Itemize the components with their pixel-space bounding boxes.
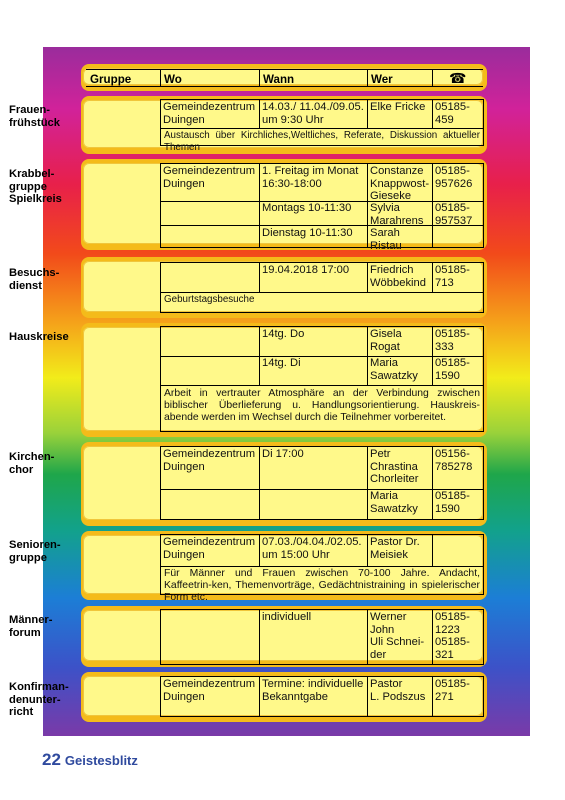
header-wann: Wann bbox=[263, 73, 295, 86]
cell-wer: Sylvia Marahrens bbox=[367, 201, 433, 226]
magazine-title: Geistesblitz bbox=[64, 753, 138, 768]
cell-tel: 05185- 1223 05185- 321 bbox=[432, 609, 484, 665]
cell-wer: Pastor Dr. Meisiek bbox=[367, 534, 433, 567]
group-name: Konfirman- denunter- richt bbox=[9, 681, 69, 719]
cell-tel bbox=[432, 534, 484, 567]
cell-wann bbox=[259, 489, 368, 520]
group-name: Krabbel- gruppe Spielkreis bbox=[9, 168, 62, 206]
group-name: Senioren- gruppe bbox=[9, 539, 61, 564]
cell-wer: Gisela Rogat bbox=[367, 326, 433, 357]
cell-wo bbox=[160, 226, 260, 248]
header-wer: Wer bbox=[371, 73, 393, 86]
cell-wo bbox=[160, 356, 260, 386]
cell-wer: Sarah Ristau bbox=[367, 226, 433, 248]
cell-wo: Gemeindezentrum Duingen bbox=[160, 446, 260, 490]
cell-wer: Maria Sawatzky bbox=[367, 489, 433, 520]
cell-tel: 05185- 1590 bbox=[432, 489, 484, 520]
cell-wann: individuell bbox=[259, 609, 368, 665]
page-number: 22 bbox=[42, 750, 61, 769]
cell-wo bbox=[160, 326, 260, 357]
header-gruppe: Gruppe bbox=[90, 73, 132, 86]
cell-wer: Maria Sawatzky bbox=[367, 356, 433, 386]
group-name: Frauen- frühstück bbox=[9, 104, 60, 129]
cell-wann: 07.03./04.04./02.05. um 15:00 Uhr bbox=[259, 534, 368, 567]
cell-wo bbox=[160, 489, 260, 520]
cell-wo: Gemeindezentrum Duingen bbox=[160, 534, 260, 567]
cell-tel: 05185- 713 bbox=[432, 262, 484, 293]
cell-tel bbox=[432, 226, 484, 248]
cell-tel: 05185- 333 bbox=[432, 326, 484, 357]
cell-wo bbox=[160, 262, 260, 293]
cell-wann: 14tg. Do bbox=[259, 326, 368, 357]
cell-wo: Gemeindezentrum Duingen bbox=[160, 163, 260, 202]
cell-wer: Constanze Knappwost- Gieseke bbox=[367, 163, 433, 202]
header-wo: Wo bbox=[164, 73, 182, 86]
cell-wer: Pastor L. Podszus bbox=[367, 676, 433, 717]
cell-wo bbox=[160, 609, 260, 665]
cell-wer: Friedrich Wöbbekind bbox=[367, 262, 433, 293]
cell-wann: Termine: individuelle Bekanntgabe bbox=[259, 676, 368, 717]
phone-icon: ☎ bbox=[449, 70, 467, 86]
cell-tel: 05185- 957537 bbox=[432, 201, 484, 226]
page-footer bbox=[42, 750, 138, 770]
cell-wer: Werner John Uli Schnei- der bbox=[367, 609, 433, 665]
cell-wann: Di 17:00 bbox=[259, 446, 368, 490]
group-note: Arbeit in vertrauter Atmosphäre an der Verbindung zwischen biblischer Überlieferung u. Handlungsorientierung. Hauskreis-abende werden im Wechsel durch die Teilnehmer vorbereitet. bbox=[160, 386, 484, 432]
cell-wann: 14tg. Di bbox=[259, 356, 368, 386]
group-name: Besuchs- dienst bbox=[9, 267, 60, 292]
cell-tel: 05156- 785278 bbox=[432, 446, 484, 490]
cell-wann: 19.04.2018 17:00 bbox=[259, 262, 368, 293]
cell-wann: Dienstag 10-11:30 bbox=[259, 226, 368, 248]
group-note: Geburtstagsbesuche bbox=[160, 292, 484, 313]
cell-wann: Montags 10-11:30 bbox=[259, 201, 368, 226]
cell-wo bbox=[160, 201, 260, 226]
cell-wer: Petr Chrastina Chorleiter bbox=[367, 446, 433, 490]
cell-wer: Elke Fricke bbox=[367, 99, 433, 129]
cell-wann: 1. Freitag im Monat 16:30-18:00 bbox=[259, 163, 368, 202]
cell-wo: Gemeindezentrum Duingen bbox=[160, 676, 260, 717]
cell-tel: 05185- 957626 bbox=[432, 163, 484, 202]
cell-tel: 05185- 271 bbox=[432, 676, 484, 717]
group-note: Für Männer und Frauen zwischen 70-100 Jahre. Andacht, Kaffeetrin-ken, Themenvorträge, Gedächtnistraining in spielerischer Form etc. bbox=[160, 566, 484, 595]
cell-wo: Gemeindezentrum Duingen bbox=[160, 99, 260, 129]
cell-tel: 05185- 459 bbox=[432, 99, 484, 129]
cell-wann: 14.03./ 11.04./09.05. um 9:30 Uhr bbox=[259, 99, 368, 129]
group-name: Kirchen- chor bbox=[9, 451, 55, 476]
group-name: Männer- forum bbox=[9, 614, 53, 639]
cell-tel: 05185- 1590 bbox=[432, 356, 484, 386]
group-name: Hauskreise bbox=[9, 331, 69, 343]
group-note: Austausch über Kirchliches,Weltliches, Referate, Diskussion aktueller Themen bbox=[160, 128, 484, 146]
